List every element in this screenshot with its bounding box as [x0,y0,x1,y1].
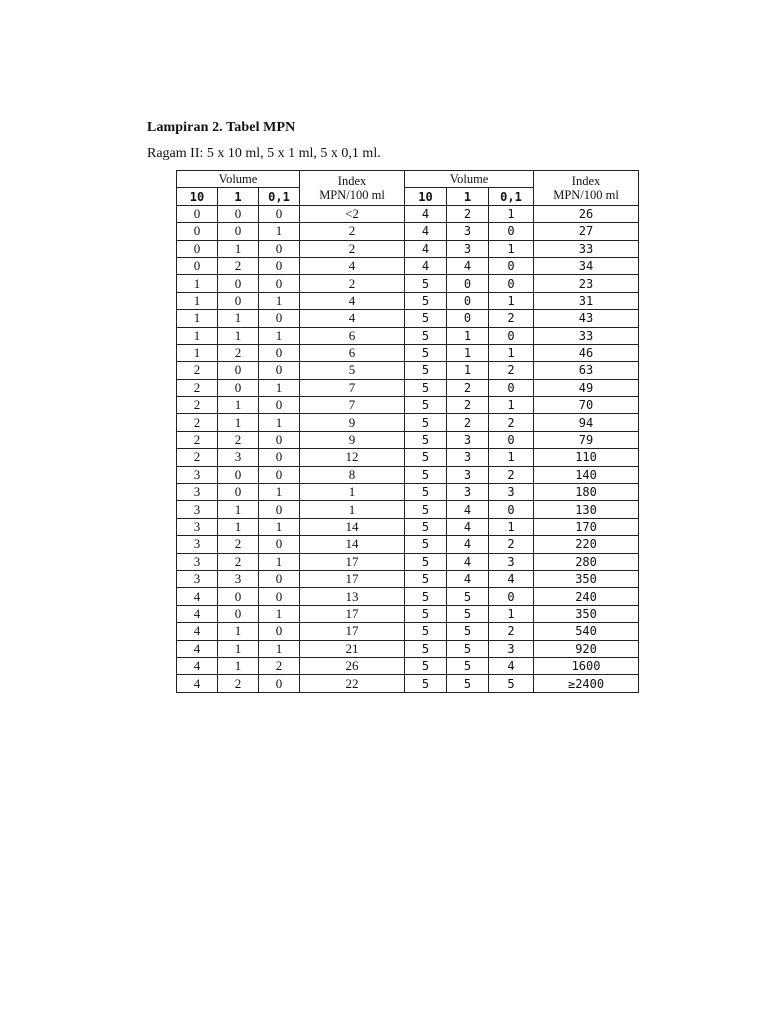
vol-10-cell-right: 5 [405,553,447,570]
mpn-index-cell-right: 540 [534,623,639,640]
vol-1-cell-left: 1 [218,657,259,674]
mpn-index-cell-left: 17 [300,623,405,640]
vol-1-cell-right: 1 [447,362,489,379]
mpn-index-cell-left: <2 [300,205,405,222]
table-row [177,623,639,640]
vol-10-cell-right: 5 [405,275,447,292]
vol-10-cell-right: 5 [405,640,447,657]
vol-col-10-left: 10 [177,188,218,205]
mpn-index-cell-right: 180 [534,484,639,501]
mpn-index-cell-left: 17 [300,553,405,570]
mpn-index-cell-left: 13 [300,588,405,605]
vol-01-cell-right: 5 [489,675,534,692]
mpn-index-cell-left: 1 [300,484,405,501]
vol-10-cell-left: 2 [177,414,218,431]
vol-1-cell-left: 2 [218,553,259,570]
vol-1-cell-left: 1 [218,397,259,414]
vol-10-cell-left: 1 [177,292,218,309]
vol-10-cell-left: 1 [177,344,218,361]
volume-header-right: Volume [405,171,534,188]
vol-1-cell-right: 3 [447,431,489,448]
vol-01-cell-right: 2 [489,414,534,431]
mpn-index-cell-left: 26 [300,657,405,674]
vol-10-cell-left: 4 [177,605,218,622]
mpn-index-cell-right: 140 [534,466,639,483]
mpn-index-cell-left: 21 [300,640,405,657]
mpn-index-cell-right: 1600 [534,657,639,674]
vol-1-cell-left: 0 [218,205,259,222]
vol-1-cell-left: 1 [218,623,259,640]
vol-1-cell-left: 0 [218,223,259,240]
vol-01-cell-right: 4 [489,657,534,674]
vol-01-cell-right: 0 [489,327,534,344]
vol-10-cell-left: 4 [177,588,218,605]
table-row [177,501,639,518]
vol-01-cell-right: 2 [489,466,534,483]
vol-1-cell-right: 4 [447,570,489,587]
vol-10-cell-left: 1 [177,327,218,344]
vol-01-cell-right: 0 [489,588,534,605]
vol-10-cell-right: 5 [405,657,447,674]
vol-col-10-right: 10 [405,188,447,205]
vol-10-cell-right: 5 [405,397,447,414]
index-header-left-line1: Index [337,173,367,188]
table-row [177,466,639,483]
vol-1-cell-right: 5 [447,623,489,640]
table-row [177,379,639,396]
mpn-index-cell-right: 350 [534,570,639,587]
vol-1-cell-left: 1 [218,327,259,344]
vol-01-cell-right: 0 [489,501,534,518]
vol-10-cell-left: 3 [177,518,218,535]
vol-10-cell-left: 2 [177,431,218,448]
mpn-index-cell-left: 17 [300,605,405,622]
vol-10-cell-left: 4 [177,675,218,692]
vol-01-cell-left: 1 [259,379,300,396]
mpn-index-cell-left: 2 [300,240,405,257]
vol-1-cell-right: 1 [447,327,489,344]
vol-10-cell-right: 5 [405,588,447,605]
mpn-index-cell-right: 240 [534,588,639,605]
vol-10-cell-left: 3 [177,484,218,501]
mpn-index-cell-right: 34 [534,257,639,274]
vol-1-cell-right: 4 [447,536,489,553]
vol-01-cell-left: 1 [259,640,300,657]
table-body [177,171,639,693]
vol-01-cell-left: 0 [259,588,300,605]
vol-1-cell-right: 2 [447,397,489,414]
table-row [177,588,639,605]
vol-01-cell-left: 0 [259,310,300,327]
vol-10-cell-right: 4 [405,223,447,240]
vol-01-cell-right: 3 [489,484,534,501]
vol-10-cell-right: 5 [405,501,447,518]
mpn-index-cell-left: 7 [300,397,405,414]
vol-col-1-left: 1 [218,188,259,205]
table-row [177,414,639,431]
vol-01-cell-left: 0 [259,275,300,292]
vol-1-cell-right: 4 [447,501,489,518]
mpn-index-cell-right: 110 [534,449,639,466]
vol-1-cell-right: 0 [447,275,489,292]
table-row [177,397,639,414]
vol-01-cell-left: 0 [259,397,300,414]
index-header-right [534,171,639,206]
vol-1-cell-left: 1 [218,414,259,431]
vol-10-cell-right: 5 [405,675,447,692]
vol-10-cell-left: 2 [177,397,218,414]
vol-01-cell-right: 1 [489,344,534,361]
mpn-index-cell-right: 26 [534,205,639,222]
table-subtitle: Ragam II: 5 x 10 ml, 5 x 1 ml, 5 x 0,1 ml. [147,146,381,161]
vol-10-cell-left: 4 [177,623,218,640]
mpn-index-cell-right: 94 [534,414,639,431]
table-row [177,431,639,448]
mpn-index-cell-right: 920 [534,640,639,657]
vol-10-cell-right: 5 [405,466,447,483]
mpn-index-cell-left: 8 [300,466,405,483]
vol-01-cell-left: 0 [259,205,300,222]
index-header-left-line2: MPN/100 ml [319,187,385,202]
vol-01-cell-right: 2 [489,536,534,553]
vol-10-cell-left: 2 [177,362,218,379]
vol-1-cell-left: 0 [218,379,259,396]
vol-1-cell-left: 1 [218,518,259,535]
vol-01-cell-left: 2 [259,657,300,674]
vol-1-cell-right: 3 [447,484,489,501]
vol-10-cell-right: 5 [405,344,447,361]
vol-1-cell-left: 2 [218,257,259,274]
table-row [177,657,639,674]
mpn-index-cell-left: 12 [300,449,405,466]
vol-10-cell-right: 5 [405,605,447,622]
mpn-index-cell-left: 1 [300,501,405,518]
mpn-index-cell-right: 43 [534,310,639,327]
index-header-right-line2: MPN/100 ml [553,187,619,202]
vol-01-cell-left: 0 [259,257,300,274]
table-row [177,223,639,240]
vol-10-cell-left: 0 [177,257,218,274]
vol-1-cell-right: 5 [447,675,489,692]
vol-col-1-right: 1 [447,188,489,205]
vol-10-cell-right: 5 [405,536,447,553]
vol-1-cell-right: 1 [447,344,489,361]
vol-1-cell-left: 3 [218,449,259,466]
table-row [177,675,639,692]
table-row [177,536,639,553]
vol-10-cell-right: 5 [405,292,447,309]
vol-01-cell-right: 4 [489,570,534,587]
vol-10-cell-left: 2 [177,449,218,466]
vol-1-cell-left: 2 [218,675,259,692]
vol-01-cell-right: 2 [489,310,534,327]
table-row [177,570,639,587]
vol-01-cell-right: 1 [489,292,534,309]
vol-10-cell-right: 4 [405,240,447,257]
vol-10-cell-left: 3 [177,501,218,518]
vol-1-cell-right: 0 [447,292,489,309]
vol-1-cell-right: 5 [447,605,489,622]
mpn-index-cell-left: 4 [300,292,405,309]
vol-01-cell-left: 1 [259,327,300,344]
table-row [177,518,639,535]
mpn-index-cell-right: 170 [534,518,639,535]
mpn-index-cell-left: 22 [300,675,405,692]
vol-1-cell-left: 1 [218,501,259,518]
table-row [177,327,639,344]
vol-10-cell-right: 5 [405,431,447,448]
vol-01-cell-right: 1 [489,518,534,535]
vol-10-cell-right: 5 [405,327,447,344]
vol-1-cell-left: 0 [218,588,259,605]
vol-1-cell-left: 0 [218,466,259,483]
vol-1-cell-left: 1 [218,240,259,257]
vol-1-cell-right: 3 [447,240,489,257]
vol-10-cell-right: 4 [405,257,447,274]
mpn-index-cell-right: 220 [534,536,639,553]
vol-1-cell-left: 2 [218,344,259,361]
vol-10-cell-right: 4 [405,205,447,222]
vol-01-cell-right: 0 [489,275,534,292]
vol-1-cell-right: 3 [447,449,489,466]
mpn-index-cell-right: 31 [534,292,639,309]
table-row [177,362,639,379]
vol-10-cell-left: 4 [177,657,218,674]
volume-header-left: Volume [177,171,300,188]
vol-01-cell-right: 0 [489,257,534,274]
page-title: Lampiran 2. Tabel MPN [147,120,296,135]
vol-01-cell-right: 1 [489,605,534,622]
vol-10-cell-left: 2 [177,379,218,396]
mpn-index-cell-left: 9 [300,414,405,431]
mpn-index-cell-right: 130 [534,501,639,518]
mpn-index-cell-right: 49 [534,379,639,396]
vol-1-cell-right: 0 [447,310,489,327]
vol-1-cell-right: 2 [447,414,489,431]
mpn-index-cell-right: ≥2400 [534,675,639,692]
table-row [177,310,639,327]
mpn-index-cell-left: 17 [300,570,405,587]
index-header-right-line1: Index [571,173,601,188]
vol-01-cell-left: 0 [259,623,300,640]
table-row [177,257,639,274]
vol-1-cell-left: 1 [218,640,259,657]
mpn-index-cell-right: 70 [534,397,639,414]
vol-10-cell-left: 3 [177,553,218,570]
vol-01-cell-left: 1 [259,484,300,501]
mpn-index-cell-left: 5 [300,362,405,379]
vol-10-cell-right: 5 [405,449,447,466]
index-header-left [300,171,405,206]
mpn-index-cell-right: 280 [534,553,639,570]
vol-01-cell-right: 0 [489,379,534,396]
vol-1-cell-left: 0 [218,362,259,379]
table-row [177,205,639,222]
vol-01-cell-left: 1 [259,223,300,240]
vol-1-cell-right: 3 [447,466,489,483]
vol-01-cell-left: 0 [259,431,300,448]
vol-01-cell-right: 3 [489,553,534,570]
table-row [177,449,639,466]
vol-01-cell-left: 1 [259,518,300,535]
vol-01-cell-left: 0 [259,362,300,379]
vol-10-cell-right: 5 [405,379,447,396]
vol-10-cell-right: 5 [405,362,447,379]
vol-10-cell-left: 3 [177,570,218,587]
vol-01-cell-left: 0 [259,344,300,361]
table-row [177,484,639,501]
vol-col-01-right: 0,1 [489,188,534,205]
mpn-index-cell-left: 14 [300,518,405,535]
vol-01-cell-right: 0 [489,223,534,240]
vol-10-cell-left: 0 [177,205,218,222]
vol-1-cell-right: 4 [447,518,489,535]
vol-1-cell-right: 5 [447,640,489,657]
vol-01-cell-right: 1 [489,240,534,257]
vol-01-cell-right: 0 [489,431,534,448]
vol-01-cell-left: 0 [259,570,300,587]
mpn-index-cell-left: 6 [300,327,405,344]
vol-10-cell-left: 1 [177,275,218,292]
vol-01-cell-left: 1 [259,553,300,570]
vol-01-cell-left: 0 [259,466,300,483]
mpn-table [176,170,639,693]
table-row [177,640,639,657]
vol-01-cell-left: 1 [259,414,300,431]
mpn-index-cell-right: 23 [534,275,639,292]
mpn-index-cell-right: 33 [534,327,639,344]
vol-10-cell-left: 3 [177,536,218,553]
table-row [177,240,639,257]
vol-01-cell-left: 1 [259,292,300,309]
mpn-index-cell-right: 33 [534,240,639,257]
vol-01-cell-left: 0 [259,449,300,466]
mpn-index-cell-right: 63 [534,362,639,379]
mpn-index-cell-left: 7 [300,379,405,396]
vol-01-cell-left: 0 [259,536,300,553]
vol-10-cell-right: 5 [405,484,447,501]
table-row [177,605,639,622]
vol-01-cell-right: 2 [489,623,534,640]
vol-01-cell-left: 0 [259,675,300,692]
mpn-index-cell-left: 4 [300,257,405,274]
mpn-index-cell-left: 9 [300,431,405,448]
vol-1-cell-right: 4 [447,257,489,274]
vol-10-cell-left: 4 [177,640,218,657]
mpn-index-cell-left: 6 [300,344,405,361]
vol-10-cell-right: 5 [405,310,447,327]
vol-01-cell-right: 3 [489,640,534,657]
vol-10-cell-right: 5 [405,570,447,587]
mpn-index-cell-left: 2 [300,275,405,292]
vol-1-cell-left: 2 [218,536,259,553]
vol-10-cell-right: 5 [405,623,447,640]
vol-01-cell-left: 0 [259,501,300,518]
mpn-index-cell-right: 79 [534,431,639,448]
vol-01-cell-right: 1 [489,205,534,222]
vol-col-01-left: 0,1 [259,188,300,205]
vol-1-cell-left: 0 [218,292,259,309]
vol-1-cell-left: 0 [218,484,259,501]
vol-01-cell-left: 0 [259,240,300,257]
vol-1-cell-right: 5 [447,657,489,674]
vol-1-cell-left: 3 [218,570,259,587]
table-row [177,344,639,361]
mpn-index-cell-right: 27 [534,223,639,240]
vol-10-cell-left: 3 [177,466,218,483]
mpn-index-cell-right: 46 [534,344,639,361]
vol-1-cell-right: 5 [447,588,489,605]
vol-1-cell-left: 2 [218,431,259,448]
vol-1-cell-right: 2 [447,379,489,396]
vol-01-cell-right: 2 [489,362,534,379]
vol-10-cell-right: 5 [405,414,447,431]
vol-1-cell-left: 0 [218,605,259,622]
vol-1-cell-right: 3 [447,223,489,240]
vol-10-cell-right: 5 [405,518,447,535]
table-row [177,553,639,570]
vol-10-cell-left: 0 [177,240,218,257]
vol-1-cell-left: 0 [218,275,259,292]
vol-01-cell-right: 1 [489,397,534,414]
vol-1-cell-right: 4 [447,553,489,570]
mpn-index-cell-right: 350 [534,605,639,622]
table-row [177,275,639,292]
header-row [177,171,639,188]
table-row [177,292,639,309]
vol-01-cell-left: 1 [259,605,300,622]
vol-01-cell-right: 1 [489,449,534,466]
vol-1-cell-left: 1 [218,310,259,327]
vol-10-cell-left: 1 [177,310,218,327]
vol-1-cell-right: 2 [447,205,489,222]
vol-10-cell-left: 0 [177,223,218,240]
mpn-index-cell-left: 14 [300,536,405,553]
mpn-index-cell-left: 2 [300,223,405,240]
mpn-index-cell-left: 4 [300,310,405,327]
